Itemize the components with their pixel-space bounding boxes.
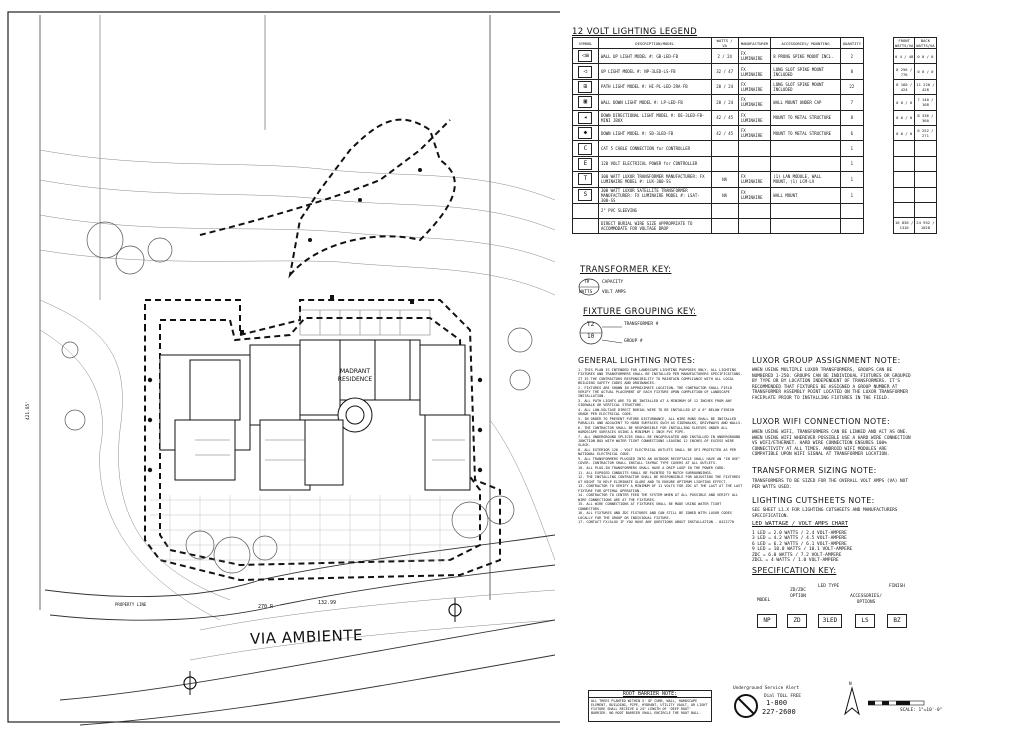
legend-description: WALL UP LIGHT MODEL #: GB-LED-FB xyxy=(598,49,711,64)
luxor-group-text: WHEN USING MULTIPLE LUXOR TRANSFORMERS, GROUPS CAN BE NUMBERED 1-250. GROUPS CAN BE INDIVIDUAL FIXTURES OR GROUPED BY TYPE OR BY LOCATION INDEPENDENT OF TRANSFORMERS. IT'S RECOMMENDED THAT FIXTURES BE ASSIGNED A GROUP NUMBER AT TRANSFORMER ASSEMBLY POINT LOCATED ON THE LUXOR TRANSFORMER FACEPLATE PRIOR TO INSTALLING FIXTURES IN THE FIELD. xyxy=(752,368,914,401)
spec-label-zd: ZD/ZDC OPTION xyxy=(790,588,809,599)
general-note-item: 17. CONTACT FX/ALUX IF YOU HAVE ANY QUESTIONS ABOUT INSTALLATION - 8422770 xyxy=(578,520,734,525)
legend-manufacturer: FX LUMINAIRE xyxy=(738,79,770,94)
legend-row xyxy=(573,95,864,110)
general-note-item: 8. ALL EXTERIOR 120 - VOLT ELECTRICAL OUTLETS SHALL BE GFI PROTECTED AS PER NATIONAL ELECTRICAL CODE. xyxy=(578,448,737,457)
legend-watts: NA xyxy=(711,172,738,187)
watts-summary-table xyxy=(893,37,937,234)
summary-front xyxy=(894,202,915,217)
summary-body xyxy=(894,49,937,234)
legend-manufacturer xyxy=(738,203,770,218)
summary-header-row xyxy=(894,38,937,49)
legend-description: 300 WATT LUXOR TRANSFORMER MANUFACTURER: FX LUMINAIRE MODEL #: LUX-300-SS xyxy=(598,172,711,187)
legend-watts xyxy=(711,203,738,218)
summary-front: 0 0 / 0 xyxy=(894,125,915,140)
legend-description: DOWN LIGHT MODEL #: SD-3LED-FB xyxy=(598,125,711,140)
transformer-key-watts: WATTS xyxy=(579,290,593,295)
fixture-symbol-icon: C xyxy=(578,143,592,155)
fixture-symbol-icon: S xyxy=(578,189,592,201)
summary-front xyxy=(894,187,915,202)
legend-accessories: (1) LAN MODULE, WALL MOUNT, (1) LCM-LV xyxy=(771,172,840,187)
summary-back: 11 220 / 428 xyxy=(915,79,936,94)
legend-accessories: MOUNT TO METAL STRUCTURE xyxy=(771,125,840,140)
summary-back: 8 336 / 360 xyxy=(915,110,936,125)
summary-row xyxy=(894,64,937,79)
legend-quantity: 6 xyxy=(840,125,863,140)
fixture-symbol-icon: ▣ xyxy=(578,96,592,108)
legend-manufacturer: FX LUMINAIRE xyxy=(738,95,770,110)
wattage-row: 6 LED = 6.2 WATTS / 6.1 VOLT-AMPERE xyxy=(752,541,847,547)
legend-quantity: 1 xyxy=(840,187,863,203)
north-label: N xyxy=(849,682,852,687)
legend-description: 2" PVC SLEEVING xyxy=(598,203,711,218)
fixture-symbol-icon: ◁ xyxy=(578,66,592,78)
summary-back xyxy=(915,141,936,156)
fixture-symbol-icon: T xyxy=(578,173,592,185)
legend-manufacturer: FX LUMINAIRE xyxy=(738,125,770,140)
north-arrow-icon xyxy=(842,686,862,718)
no-dig-icon xyxy=(733,693,759,719)
root-barrier-text: ALL TREES PLANTED WITHIN 5' OF CURB, WALL, HARDSCAPE ELEMENT, BUILDING, PIPE, HYDRANT, UTILITY VAULT, OR LIGHT FIXTURE SHALL RECEIVE A 24" LENGTH OF 'DEEP ROOT' BARRIER. NO ROOT BARRIER SHALL ENCIRCLE THE ROOT BALL. xyxy=(591,699,708,715)
general-note-item: 6. THE CONTRACTOR SHALL BE RESPONSIBLE FOR INSTALLING SLEEVES UNDER ALL HARDSCAPE SURFACES USING A MINIMUM 1 INCH PVC PIPE. xyxy=(578,425,728,435)
legend-symbol-icon xyxy=(573,203,599,218)
summary-front: 8 256 / 776 xyxy=(894,64,915,79)
legend-accessories: MOUNT TO METAL STRUCTURE xyxy=(771,110,840,125)
general-notes-list xyxy=(578,368,743,525)
cutsheets-text: SEE SHEET L1.X FOR LIGHTING CUTSHEETS AND MANUFACTURERS SPECIFICATION. xyxy=(752,508,901,519)
summary-header-front: FRONT WATTS/VA xyxy=(895,38,914,48)
summary-back xyxy=(915,156,936,171)
spec-code-finish: BZ xyxy=(887,614,907,628)
summary-row xyxy=(894,202,937,217)
legend-description: WALL DOWN LIGHT MODEL #: LP-LED-FB xyxy=(598,95,711,110)
chord-dimension: 132.99 xyxy=(318,600,337,606)
general-note-item: 14. CONTRACTOR TO CENTER FEED THE SYSTEM WHEN AT ALL POSSIBLE AND VERIFY ALL WIRE CONNECTIONS ARE AT THE FIXTURES. xyxy=(578,493,739,502)
fixture-symbol-icon: ◂ xyxy=(578,112,592,124)
summary-back: 0 0 / 0 xyxy=(915,49,936,64)
legend-symbol-icon xyxy=(573,64,599,79)
summary-row xyxy=(894,218,937,233)
spec-code-led: 3LED xyxy=(818,614,842,628)
legend-manufacturer xyxy=(738,156,770,171)
legend-quantity: 1 xyxy=(840,172,863,187)
transformer-key-capacity: CAPACITY xyxy=(602,280,624,285)
luxor-group-title: LUXOR GROUP ASSIGNMENT NOTE: xyxy=(752,356,901,365)
legend-manufacturer: FX LUMINAIRE xyxy=(738,110,770,125)
legend-accessories: LONG SLOT SPIKE MOUNT INCLUDED xyxy=(771,79,840,94)
legend-manufacturer: FX LUMINAIRE xyxy=(738,172,770,187)
luxor-wifi-title: LUXOR WIFI CONNECTION NOTE: xyxy=(752,417,891,426)
legend-row xyxy=(573,79,864,94)
fixture-key-bottom: 10 xyxy=(587,333,595,340)
summary-header-back: BACK WATTS/VA xyxy=(916,38,935,48)
general-note-item: 11. ALL EXPOSED CONDUITS SHALL BE PAINTED TO MATCH SURROUNDINGS. xyxy=(578,470,713,475)
legend-manufacturer: FX LUMINAIRE xyxy=(738,187,770,203)
legend-title: 12 VOLT LIGHTING LEGEND xyxy=(572,27,698,37)
wattage-chart-title: LED WATTAGE / VOLT AMPS CHART xyxy=(752,521,849,527)
summary-row xyxy=(894,110,937,125)
legend-accessories xyxy=(771,218,840,233)
legend-quantity: 8 xyxy=(840,64,863,79)
summary-row xyxy=(894,172,937,187)
luxor-wifi-text: WHEN USING WIFI, TRANSFORMERS CAN BE LINKED AND ACT AS ONE. WHEN USING WIFI WHEREVER POSSIBLE USE A HARD WIRE CONNECTION VS WIFI/ETHERNET. HARD WIRE CONNECTION ENSURES 100% CONNECTIVITY AT ALL TIMES. ANDROID WIFI MODULES ARE COMPATIBLE UPON WIFI SIGNAL AT TRANSFORMER LOCATION. xyxy=(752,430,914,458)
legend-symbol-icon xyxy=(573,172,599,187)
legend-header-qty: QUANTITY xyxy=(840,38,863,49)
legend-watts xyxy=(711,218,738,233)
summary-row xyxy=(894,79,937,94)
legend-manufacturer xyxy=(738,218,770,233)
legend-row xyxy=(573,64,864,79)
general-note-item: 4. ALL LOW-VOLTAGE DIRECT BURIAL WIRE TO BE INSTALLED AT A 6" BELOW FINISH GRADE PER ELECTRICAL CODE. xyxy=(578,407,734,417)
summary-back xyxy=(915,187,936,202)
transformer-key-title: TRANSFORMER KEY: xyxy=(580,265,672,275)
centerline-label xyxy=(185,669,186,670)
legend-manufacturer: FX LUMINAIRE xyxy=(738,49,770,64)
legend-symbol-icon xyxy=(573,110,599,125)
legend-watts: 32 / 47 xyxy=(711,64,738,79)
legend-row xyxy=(573,187,864,203)
legend-symbol-icon xyxy=(573,141,599,156)
summary-row xyxy=(894,95,937,110)
legend-row xyxy=(573,125,864,140)
root-barrier-note xyxy=(588,690,712,722)
legend-row xyxy=(573,110,864,125)
centerline-label xyxy=(450,596,451,597)
legend-quantity: 1 xyxy=(840,156,863,171)
transformer-sizing-title: TRANSFORMER SIZING NOTE: xyxy=(752,466,877,475)
phone-line-1: 1-800 xyxy=(766,699,788,707)
summary-back xyxy=(915,202,936,217)
summary-front: 8 160 / 424 xyxy=(894,79,915,94)
cutsheets-title: LIGHTING CUTSHEETS NOTE: xyxy=(752,496,875,505)
legend-watts: NA xyxy=(711,187,738,203)
spec-key-title: SPECIFICATION KEY: xyxy=(752,566,837,575)
general-note-item: 13. CONTRACTOR TO VERIFY A MINIMUM OF 11 VOLTS FOR ZDC AT THE LAST AT THE LAST FIXTURE FOR OPTIMAL OPERATION. xyxy=(578,484,743,493)
summary-row xyxy=(894,125,937,140)
spec-code-acc: LS xyxy=(855,614,875,628)
legend-header-acc: ACCESSORIES/ MOUNTING xyxy=(771,38,840,49)
general-notes-title: GENERAL LIGHTING NOTES: xyxy=(578,356,696,365)
legend-symbol-icon xyxy=(573,218,599,233)
wattage-row: 3 LED = 4.2 WATTS / 4.5 VOLT-AMPERE xyxy=(752,536,847,542)
legend-header-watts: WATTS / VA xyxy=(711,38,738,49)
summary-back: 6 252 / 271 xyxy=(915,125,936,140)
arc-dimension: 270 R xyxy=(258,604,274,610)
summary-back: 24 952 / 1028 xyxy=(915,218,936,233)
general-note-item: 16. ALL FIXTURES AND ZDC FIXTURES AND CAN STILL BE ZONED WITH LUXOR CODES LOCALLY FOR THE GROUP OR INDIVIDUAL FIXTURE. xyxy=(578,511,732,520)
legend-quantity xyxy=(840,203,863,218)
street-name: VIA AMBIENTE xyxy=(249,626,364,648)
legend-row xyxy=(573,49,864,64)
fixture-key-title: FIXTURE GROUPING KEY: xyxy=(583,307,697,317)
general-note-item: 1. THIS PLAN IS INTENDED FOR LANDSCAPE LIGHTING PURPOSES ONLY. ALL LIGHTING FIXTURES AND TRANSFORMERS SHALL BE INSTALLED PER MANUFACTURERS SPECIFICATIONS. IT IS THE CONTRACTORS RESPONSIBILITY TO MAINTAIN COMPLIANCE WITH ALL LOCAL BUILDING SAFETY CODES AND ORDINANCES. xyxy=(578,368,743,385)
fixture-symbol-icon: E xyxy=(578,158,592,170)
legend-description: 120 VOLT ELECTRICAL POWER for CONTROLLER xyxy=(598,156,711,171)
spec-code-zd: ZD xyxy=(787,614,807,628)
summary-back: 0 0 / 0 xyxy=(915,64,936,79)
legend-accessories: 8 PRONG SPIKE MOUNT INCL. xyxy=(771,49,840,64)
summary-row xyxy=(894,156,937,171)
legend-row xyxy=(573,141,864,156)
wattage-chart-rows xyxy=(752,531,912,563)
summary-row xyxy=(894,141,937,156)
legend-symbol-icon xyxy=(573,49,599,64)
legend-header-mfr: MANUFACTURER xyxy=(738,38,770,49)
root-barrier-title: ROOT BARRIER NOTE: xyxy=(589,691,711,698)
spec-label-acc: ACCESSORIES/ OPTIONS xyxy=(850,594,885,605)
legend-description: UP LIGHT MODEL #: NP-3LED-LS-FB xyxy=(598,64,711,79)
spec-code-model: NP xyxy=(757,614,777,628)
spec-label-model: MODEL xyxy=(757,598,771,603)
transformer-key-volt-amps: VOLT AMPS xyxy=(602,290,626,295)
line-dimension: 421.85' xyxy=(26,401,31,420)
legend-description: 300 WATT LUXOR SATELLITE TRANSFORMER MANUFACTURER: FX LUMINAIRE MODEL #: LSAT-300-SS xyxy=(598,187,711,203)
legend-header-desc: DESCRIPTION/MODEL xyxy=(598,38,711,49)
general-note-item: 3. ALL PATH LIGHTS ARE TO BE INSTALLED AT A MINIMUM OF 12 INCHES FROM ANY SIDEWALK OR VERTICAL STRUCTURE. xyxy=(578,398,732,408)
fixture-key-top: T2 xyxy=(587,321,595,328)
summary-front: 0 0 / 0 xyxy=(894,95,915,110)
fixture-symbol-icon: ◁≡ xyxy=(578,50,592,62)
legend-table xyxy=(572,37,864,234)
wattage-row: 9 LED = 10.0 WATTS / 10.1 VOLT-AMPERE xyxy=(752,547,853,553)
wattage-row: ZDC = 6.0 WATTS / 7.2 VOLT-AMPERE xyxy=(752,552,842,558)
legend-accessories: WALL MOUNT xyxy=(771,187,840,203)
legend-quantity: 1 xyxy=(840,141,863,156)
spec-label-finish: FINISH xyxy=(889,584,905,589)
summary-front xyxy=(894,156,915,171)
legend-watts xyxy=(711,156,738,171)
legend-accessories: LONG SLOT SPIKE MOUNT INCLUDED xyxy=(771,64,840,79)
legend-symbol-icon xyxy=(573,125,599,140)
legend-watts: 42 / 45 xyxy=(711,125,738,140)
legend-header-row xyxy=(573,38,864,49)
general-note-item: 5. IN ORDER TO PREVENT FUTURE DISTURBANCE, ALL WIRE RUNS SHALL BE INSTALLED PARALLEL AND ADJACENT TO HARD SURFACES SUCH AS SIDEWALKS, DRIVEWAYS AND WALLS. xyxy=(578,416,743,426)
legend-body xyxy=(573,49,864,234)
legend-row xyxy=(573,172,864,187)
wattage-row: ZDCL = 4 WATTS / 1.0 VOLT-AMPERE xyxy=(752,558,839,564)
legend-watts: 42 / 45 xyxy=(711,110,738,125)
legend-quantity: 8 xyxy=(840,110,863,125)
general-note-item: 10. ALL PLUG-IN TRANSFORMERS SHALL HAVE A DRIP LOOP IN THE POWER CORD. xyxy=(578,466,726,471)
general-note-item: 15. ALL WIRE CONNECTIONS AT FIXTURES SHALL BE MADE USING WATER TIGHT CONNECTORS. xyxy=(578,502,722,511)
phone-line-2: 227-2600 xyxy=(762,708,796,716)
fixture-symbol-icon: ⊞ xyxy=(578,81,592,93)
legend-watts xyxy=(711,141,738,156)
legend-quantity: 7 xyxy=(840,95,863,110)
summary-row xyxy=(894,49,937,64)
legend-row xyxy=(573,218,864,233)
legend-accessories xyxy=(771,156,840,171)
general-note-item: 7. ALL UNDERGROUND SPLICES SHALL BE ENCAPSULATED AND INSTALLED IN UNDERGROUND JUNCTION BOX WITH WATER TIGHT CONNECTIONS LEAVING 12 INCHES OF EXCESS WIRE SLACK. xyxy=(578,434,741,448)
summary-front: 0 0 / 0 xyxy=(894,110,915,125)
summary-back: 7 140 / 168 xyxy=(915,95,936,110)
fixture-key-transformer: TRANSFORMER # xyxy=(624,322,659,327)
legend-row xyxy=(573,203,864,218)
legend-manufacturer xyxy=(738,141,770,156)
legend-symbol-icon xyxy=(573,187,599,203)
legend-symbol-icon xyxy=(573,79,599,94)
legend-description: DIRECT BURIAL WIRE SIZE APPROPRIATE TO ACCOMMODATE FOR VOLTAGE DROP xyxy=(598,218,711,233)
legend-description: CAT 5 CABLE CONNECTION for CONTROLLER xyxy=(598,141,711,156)
legend-accessories xyxy=(771,203,840,218)
underground-service-alert: Underground Service Alert xyxy=(733,686,800,691)
scale-bar xyxy=(868,700,928,708)
dial-toll-free: Dial TOLL FREE xyxy=(764,694,802,699)
legend-accessories xyxy=(771,141,840,156)
general-note-item: 12. THE INSTALLING CONTRACTOR SHALL BE RESPONSIBLE FOR ADJUSTING THE FIXTURES AT NIGHT TO HELP ELIMINATE GLARE AND TO ENSURE OPTIMUM LIGHTING EFFECT. xyxy=(578,475,741,484)
general-note-item: 2. FIXTURES ARE SHOWN IN APPROXIMATE LOCATION. THE CONTRACTOR SHALL FIELD VERIFY THE ACTUAL PLACEMENT OF EACH FIXTURE UPON COMPLETION OF LANDSCAPE INSTALLATION. xyxy=(578,385,732,399)
legend-header-symbol: SYMBOL xyxy=(573,38,599,49)
fixture-key-group: GROUP # xyxy=(624,339,643,344)
summary-front xyxy=(894,172,915,187)
summary-front: 0 4 / 48 xyxy=(894,49,915,64)
property-line-label: PROPERTY LINE xyxy=(115,602,147,607)
legend-description: DOWN DIRECTIONAL LIGHT MODEL #: DE-3LED-FB-MINI JBOX xyxy=(598,110,711,125)
spec-label-led: LED TYPE xyxy=(818,584,840,589)
legend-accessories: WALL MOUNT UNDER CAP xyxy=(771,95,840,110)
scale-label: SCALE: 1"=10'-0" xyxy=(900,708,943,713)
transformer-sizing-text: TRANSFORMERS TO BE SIZED FOR THE OVERALL VOLT AMPS (VA) NOT PER WATTS USED. xyxy=(752,479,911,490)
legend-symbol-icon xyxy=(573,156,599,171)
fixture-symbol-icon: ◆ xyxy=(578,127,592,139)
legend-manufacturer: FX LUMINAIRE xyxy=(738,64,770,79)
general-note-item: 9. ALL TRANSFORMERS PLUGGED INTO AN OUTDOOR RECEPTACLE SHALL HAVE AN "IN USE" COVER. CONTRACTOR SHALL INSTALL TAYMAC TYPE COVERS AT ALL OUTLETS. xyxy=(578,457,741,466)
legend-watts: 20 / 24 xyxy=(711,95,738,110)
wattage-row: 1 LED = 2.0 WATTS / 2.4 VOLT-AMPERE xyxy=(752,531,847,536)
transformer-key-t: T# xyxy=(584,280,590,285)
legend-description: PATH LIGHT MODEL #: HI-PL-LED-2RA-FB xyxy=(598,79,711,94)
summary-front xyxy=(894,141,915,156)
legend-watts: 2 / 24 xyxy=(711,49,738,64)
legend-quantity: 22 xyxy=(840,79,863,94)
legend-symbol-icon xyxy=(573,95,599,110)
summary-front: 16 836 / 1316 xyxy=(894,218,915,233)
legend-quantity xyxy=(840,218,863,233)
legend-row xyxy=(573,156,864,171)
legend-watts: 20 / 24 xyxy=(711,79,738,94)
legend-quantity: 2 xyxy=(840,49,863,64)
summary-row xyxy=(894,187,937,202)
summary-back xyxy=(915,172,936,187)
residence-label: MADRANT RESIDENCE xyxy=(337,368,373,383)
